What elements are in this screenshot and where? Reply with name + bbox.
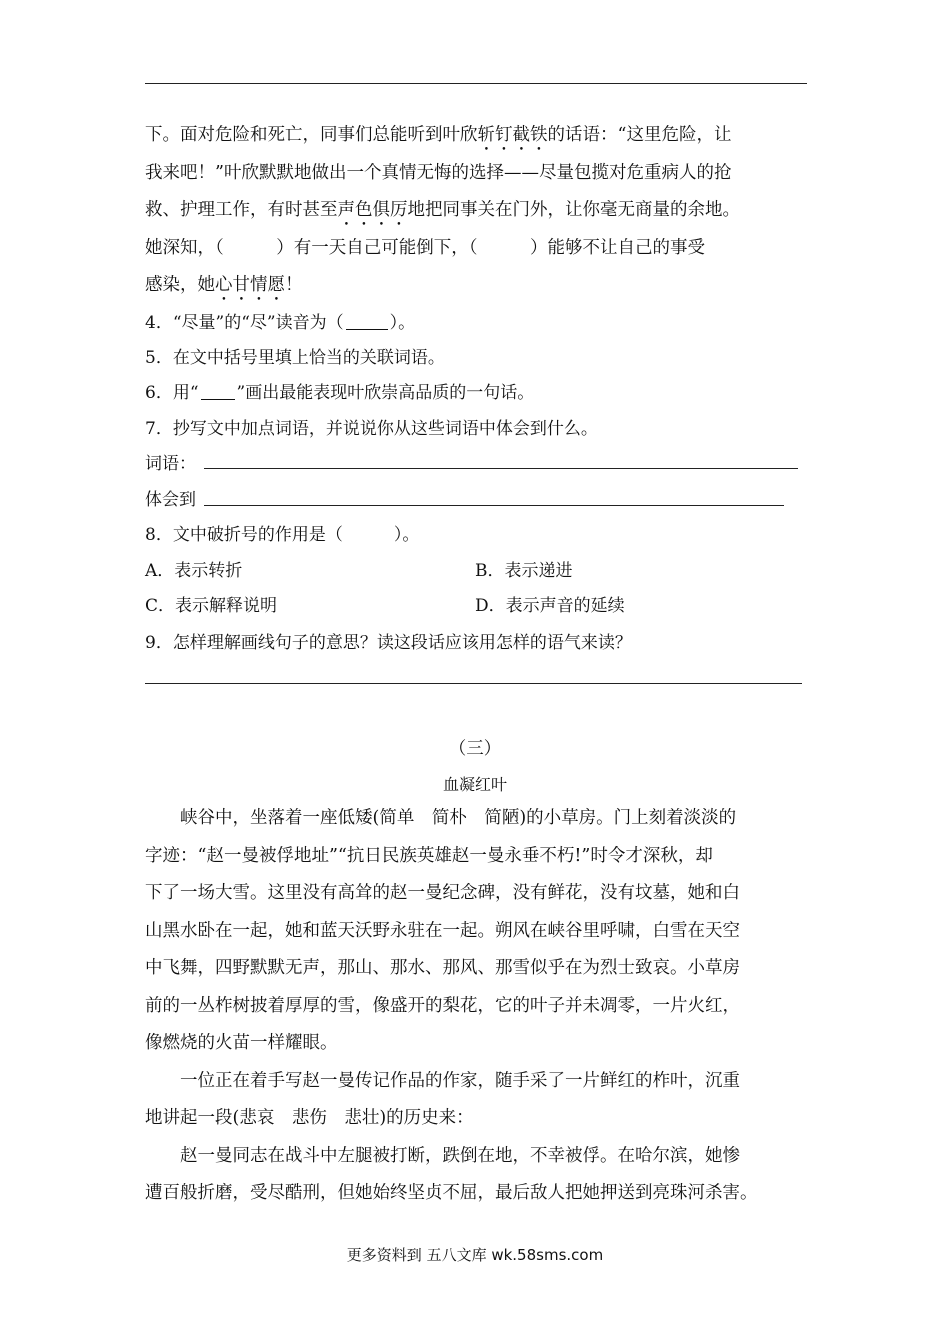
dotted-word: 声色俱厉 [337,200,408,220]
passage-line: 峡谷中，坐落着一座低矮(简单 简朴 简陋)的小草房。门上刻着淡淡的 [180,808,737,828]
answer-blank[interactable] [346,311,388,330]
header-rule [145,83,807,84]
passage-line: 一位正在着手写赵一曼传记作品的作家，随手采了一片鲜红的柞叶，沉重 [180,1070,740,1091]
passage-line: 山黑水卧在一起，她和蓝天沃野永驻在一起。朔风在峡谷里呼啸，白雪在天空 [145,920,740,941]
text-run: 下。面对危险和死亡，同事们总能听到叶欣 [145,125,478,145]
option-b[interactable]: B．表示递进 [475,561,573,581]
question-4 [145,308,415,338]
passage-line: 像燃烧的火苗一样耀眼。 [145,1033,338,1053]
passage-line: 地讲起一段(悲哀 悲伤 悲壮)的历史来： [145,1108,474,1128]
passage-line [145,267,805,305]
text-run: 救、护理工作，有时甚至 [145,200,338,220]
passage-line: 下了一场大雪。这里没有高耸的赵一曼纪念碑，没有鲜花，没有坟墓，她和白 [145,883,740,903]
passage-line: 遭百般折磨，受尽酷刑，但她始终坚贞不屈，最后敌人把她押送到亮珠河杀害。 [145,1183,758,1203]
question-5: 5．在文中括号里填上恰当的关联词语。 [145,348,445,368]
text-run: ！ [285,275,303,295]
question-9: 9．怎样理解画线句子的意思？读这段话应该用怎样的语气来读？ [145,633,632,653]
word-answer-line[interactable] [204,468,798,469]
passage-line [145,192,805,230]
passage-two-excerpt [145,117,805,305]
question-8: 8．文中破折号的作用是（ ）。 [145,525,420,545]
passage-line: 前的一丛柞树披着厚厚的雪，像盛开的梨花，它的叶子并未凋零，一片火红， [145,995,740,1016]
feel-label: 体会到 [145,490,196,510]
q9-answer-line[interactable] [145,683,802,684]
dotted-word: 斩钉截铁 [477,125,548,145]
question-text: 4．“尽量”的“尽”读音为（ [145,313,344,333]
question-7: 7．抄写文中加点词语，并说说你从这些词语中体会到什么。 [145,419,598,439]
question-text: 6．用“ [145,383,199,403]
option-d[interactable]: D．表示声音的延续 [475,596,625,616]
dotted-word: 心甘情愿 [215,275,285,295]
passage-line [145,155,805,193]
passage-line: 字迹：“赵一曼被俘地址”“抗日民族英雄赵一曼永垂不朽!”时令才深秋，却 [145,845,713,866]
word-label: 词语： [145,454,196,474]
text-run: 她深知，（ ）有一天自己可能倒下，（ ）能够不让自己的事受 [145,237,705,258]
passage-line [145,117,805,155]
section-number: （三） [448,739,502,759]
footer-watermark[interactable]: 更多资料到 五八文库 wk.58sms.com [346,1246,604,1264]
text-run: 感染，她 [145,275,215,295]
passage-line: 赵一曼同志在战斗中左腿被打断，跌倒在地，不幸被俘。在哈尔滨，她惨 [180,1145,740,1166]
option-a[interactable]: A．表示转折 [145,561,243,581]
question-text: ）。 [389,313,416,333]
passage-line: 中飞舞，四野默默无声，那山、那水、那风、那雪似乎在为烈士致哀。小草房 [145,958,740,978]
passage-three [145,800,805,1213]
passage-line [145,230,805,268]
text-run: 的话语：“这里危险，让 [547,125,732,145]
feel-answer-line[interactable] [204,505,784,506]
option-c[interactable]: C．表示解释说明 [145,596,278,616]
underline-sample [201,381,235,400]
passage-title: 血凝红叶 [442,775,507,794]
text-run: 我来吧！”叶欣默默地做出一个真情无悔的选择——尽量包揽对危重病人的抢 [145,162,732,183]
question-text: ”画出最能表现叶欣崇高品质的一句话。 [236,383,535,403]
text-run: 地把同事关在门外，让你毫无商量的余地。 [407,200,740,220]
question-6 [145,378,534,408]
